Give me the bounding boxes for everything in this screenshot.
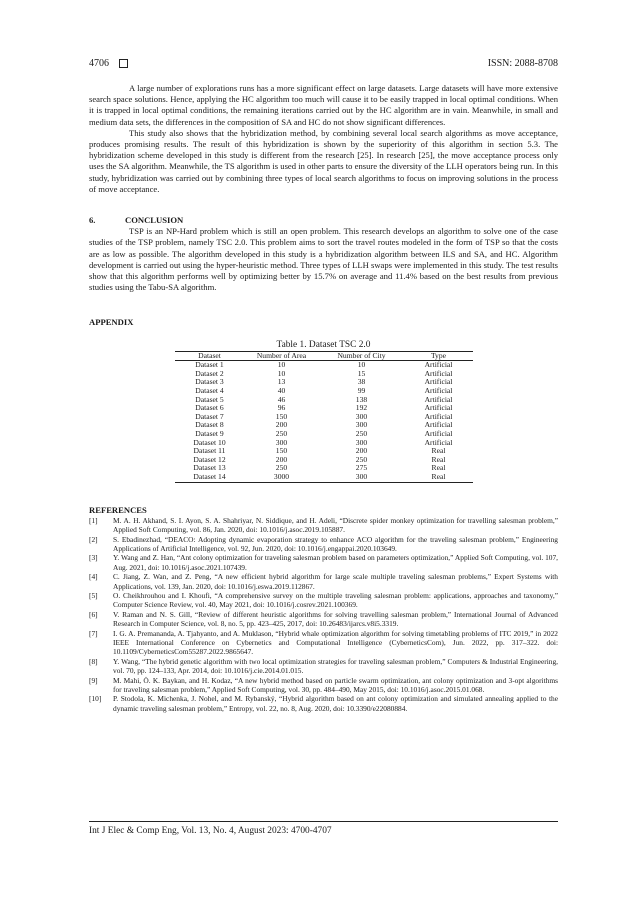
table-cell: 3000	[273, 471, 290, 481]
table-cell: 250	[275, 463, 288, 473]
table-cell: 250	[355, 454, 368, 464]
page-footer: Int J Elec & Comp Eng, Vol. 13, No. 4, August 2023: 4700-4707	[89, 821, 558, 836]
reference-item	[89, 694, 558, 713]
reference-number: [3]	[89, 553, 98, 563]
reference-text: Y. Wang and Z. Han, “Ant colony optimization for traveling salesman problem based on parameters optimization,” Applied Soft Computing, vol. 107, Aug. 2021, doi: 10.1016/j.asoc.2021.107439.	[113, 553, 558, 572]
dataset-table	[175, 351, 473, 483]
page-header	[89, 58, 558, 69]
table-cell: 46	[277, 394, 286, 404]
reference-item	[89, 516, 558, 535]
table-cell: Real	[431, 454, 446, 464]
journal-issn: ISSN: 2088-8708	[487, 58, 558, 69]
reference-item	[89, 553, 558, 572]
table-cell: 150	[275, 411, 288, 421]
reference-item	[89, 610, 558, 629]
column-header: Number of Area	[256, 350, 307, 360]
appendix-section	[89, 317, 558, 482]
reference-number: [7]	[89, 628, 98, 638]
table-cell: Artificial	[424, 420, 453, 430]
reference-text: V. Raman and N. S. Gill, “Review of different heuristic algorithms for solving travelling salesman problem,” International Journal of Advanced Research in Computer Science, vol. 8, no. 5, pp. 423–425, 2017, doi: 10.26483/ijarcs.v8i5.3319.	[113, 609, 558, 629]
table-cell: 138	[355, 394, 368, 404]
reference-item	[89, 676, 558, 695]
reference-number: [1]	[89, 515, 98, 525]
appendix-heading: APPENDIX	[89, 317, 134, 328]
table-cell: Real	[431, 471, 446, 481]
intro-paragraph-1: A large number of explorations runs has a more significant effect on large datasets. Large datasets will have more extensive search space solutions. Hence, applying the HC algorithm too much will cause it to be easily trapped in local optimal conditions. When it is trapped in local optimal conditions, the remaining iterations carried out by the HC algorithm are in vain. Meanwhile, in small and medium data sets, the differences in the composition of SA and HC do not show significant differences.	[89, 83, 558, 127]
square-icon	[119, 59, 128, 68]
table-cell: 10	[277, 360, 286, 370]
table-cell: Real	[431, 463, 446, 473]
table-cell: Artificial	[424, 377, 453, 387]
table-cell: Artificial	[424, 437, 453, 447]
conclusion-section	[89, 215, 558, 293]
table-cell: Dataset 14	[193, 471, 226, 481]
table-cell: 300	[355, 420, 368, 430]
table-cell: Artificial	[424, 360, 453, 370]
reference-item	[89, 629, 558, 657]
table-row	[175, 473, 473, 482]
table-cell: 15	[357, 368, 366, 378]
table-cell: 200	[275, 420, 288, 430]
page-content	[89, 83, 558, 713]
table-cell: Dataset 9	[195, 429, 224, 438]
table-cell: Dataset 2	[195, 368, 224, 378]
table-cell: 192	[355, 403, 368, 413]
reference-text: C. Jiang, Z. Wan, and Z. Peng, “A new efficient hybrid algorithm for large scale multiple traveling salesman problems,” Expert Systems with Applications, vol. 139, Jan. 2020, doi: 10.1016/j.eswa.2019.112867.	[113, 572, 558, 591]
table-cell: 300	[355, 437, 368, 447]
reference-number: [4]	[89, 572, 98, 582]
reference-list	[89, 516, 558, 714]
reference-item	[89, 591, 558, 610]
table-cell: Dataset 4	[195, 386, 224, 396]
table-cell: 250	[275, 429, 288, 438]
table-cell: Real	[431, 446, 446, 456]
conclusion-number: 6.	[89, 215, 96, 226]
table-cell: 13	[277, 377, 286, 387]
table-cell: 10	[277, 368, 286, 378]
reference-item	[89, 657, 558, 676]
table-cell: Dataset 10	[193, 437, 226, 447]
table-cell: 10	[357, 360, 366, 370]
reference-text: M. Mahi, Ö. K. Baykan, and H. Kodaz, “A new hybrid method based on particle swarm optimization, ant colony optimization and 3-opt algorithms for traveling salesman problem,” Applied Soft Computing, vol. 30, pp. 484–490, May 2015, doi: 10.1016/j.asoc.2015.01.068.	[113, 675, 558, 695]
reference-text: S. Ebadinezhad, “DEACO: Adopting dynamic evaporation strategy to enhance ACO algorithm for the traveling salesman problem,” Engineering Applications of Artificial Intelligence, vol. 92, Jun. 2020, doi: 10.1016/j.engappai.2020.103649.	[113, 534, 558, 553]
table-cell: 275	[355, 463, 368, 473]
reference-number: [6]	[89, 609, 98, 619]
table-cell: Dataset 5	[195, 394, 224, 404]
table-cell: Dataset 13	[193, 463, 226, 473]
table-cell: Dataset 3	[195, 377, 224, 387]
table-cell: Dataset 1	[195, 360, 224, 370]
reference-number: [8]	[89, 656, 98, 666]
table-cell: Artificial	[424, 394, 453, 404]
table-cell: 200	[355, 446, 368, 456]
reference-text: O. Cheikhrouhou and I. Khoufi, “A comprehensive survey on the multiple traveling salesman problem: applications, approaches and taxonomy,” Computer Science Review, vol. 40, May 2021, doi: 10.1016/j.cosrev.2021.100369.	[113, 591, 558, 610]
table-cell: 250	[355, 429, 368, 438]
reference-number: [2]	[89, 534, 98, 544]
column-header: Number of City	[337, 350, 386, 360]
reference-number: [10]	[89, 694, 102, 704]
reference-number: [5]	[89, 591, 98, 601]
column-header: Dataset	[198, 350, 221, 360]
table-cell: 150	[275, 446, 288, 456]
table-container	[89, 340, 558, 483]
table-cell: Artificial	[424, 429, 453, 438]
table-cell: Dataset 12	[193, 454, 226, 464]
reference-text: I. G. A. Premananda, A. Tjahyanto, and A. Muklason, “Hybrid whale optimization algorithm for solving timetabling problems of ITC 2019,” in 2022 IEEE International Conference on Cybernetics and Computational Intelligence (CyberneticsCom), Jun. 2022, pp. 317–322. doi: 10.1109/CyberneticsCom55287.2022.9865647.	[113, 628, 558, 657]
table-cell: 99	[357, 386, 366, 396]
table-cell: Artificial	[424, 386, 453, 396]
page-number: 4706	[89, 58, 109, 69]
table-cell: Dataset 11	[193, 446, 226, 456]
table-body	[175, 361, 473, 482]
table-cell: Dataset 8	[195, 420, 224, 430]
table-cell: 200	[275, 454, 288, 464]
reference-text: P. Stodola, K. Michenka, J. Nohel, and M. Rybanský, “Hybrid algorithm based on ant colony optimization and simulated annealing applied to the dynamic traveling salesman problem,” Entropy, vol. 22, no. 8, Aug. 2020, doi: 10.3390/e22080884.	[113, 694, 558, 713]
table-cell: Artificial	[424, 411, 453, 421]
header-left	[89, 58, 128, 69]
reference-text: Y. Wang, “The hybrid genetic algorithm with two local optimization strategies for traveling salesman problem,” Computers & Industrial Engineering, vol. 70, pp. 124–133, Apr. 2014, doi: 10.1016/j.cie.2014.01.015.	[113, 656, 558, 676]
reference-number: [9]	[89, 675, 98, 685]
table-caption: Table 1. Dataset TSC 2.0	[276, 339, 371, 350]
conclusion-title: CONCLUSION	[125, 215, 184, 226]
table-cell: Dataset 6	[195, 403, 224, 413]
table-cell: 300	[275, 437, 288, 447]
intro-paragraph-2: This study also shows that the hybridization method, by combining several local search algorithms as move acceptance, produces promising results. The result of this hybridization is shown by the superiority of this algorithm in section 5.3. The hybridization scheme developed in this study is different from the research [25]. In research [25], the move acceptance process only uses the SA algorithm. Meanwhile, the TS algorithm is used in other parts to ensure the diversity of the LLH operators being run. In this study, hybridization was carried out by combining three types of local search algorithms to focus on improving solutions in the process of move acceptance.	[89, 127, 558, 194]
table-cell: 40	[277, 386, 286, 396]
table-cell: 300	[355, 471, 368, 481]
table-cell: 38	[357, 377, 366, 387]
references-heading: REFERENCES	[89, 504, 147, 515]
conclusion-paragraph: TSP is an NP-Hard problem which is still an open problem. This research develops an algorithm to solve one of the case studies of the TSP problem, namely TSC 2.0. This problem aims to sort the travel routes modeled in the form of TSP so that the costs are as low as possible. The algorithm developed in this study is a hybridization algorithm between ILS and SA, and HC. Algorithm development is carried out using the hyper-heuristic method. Three types of LLH swaps were implemented in this study. The test results show that this algorithm performs well by optimizing better by 15.7% on average and 11.4% based on the best results from previous studies using the Tabu-SA algorithm.	[89, 226, 558, 293]
table-cell: 96	[277, 403, 286, 413]
table-cell: Dataset 7	[195, 411, 224, 421]
reference-text: M. A. H. Akhand, S. I. Ayon, S. A. Shahriyar, N. Siddique, and H. Adeli, “Discrete spider monkey optimization for travelling salesman problem,” Applied Soft Computing, vol. 86, Jan. 2020, doi: 10.1016/j.asoc.2019.105887.	[113, 515, 558, 535]
conclusion-heading	[89, 215, 558, 226]
reference-item	[89, 535, 558, 554]
table-cell: 300	[355, 411, 368, 421]
reference-item	[89, 572, 558, 591]
table-cell: Artificial	[424, 403, 453, 413]
table-cell: Artificial	[424, 368, 453, 378]
column-header: Type	[430, 350, 447, 360]
